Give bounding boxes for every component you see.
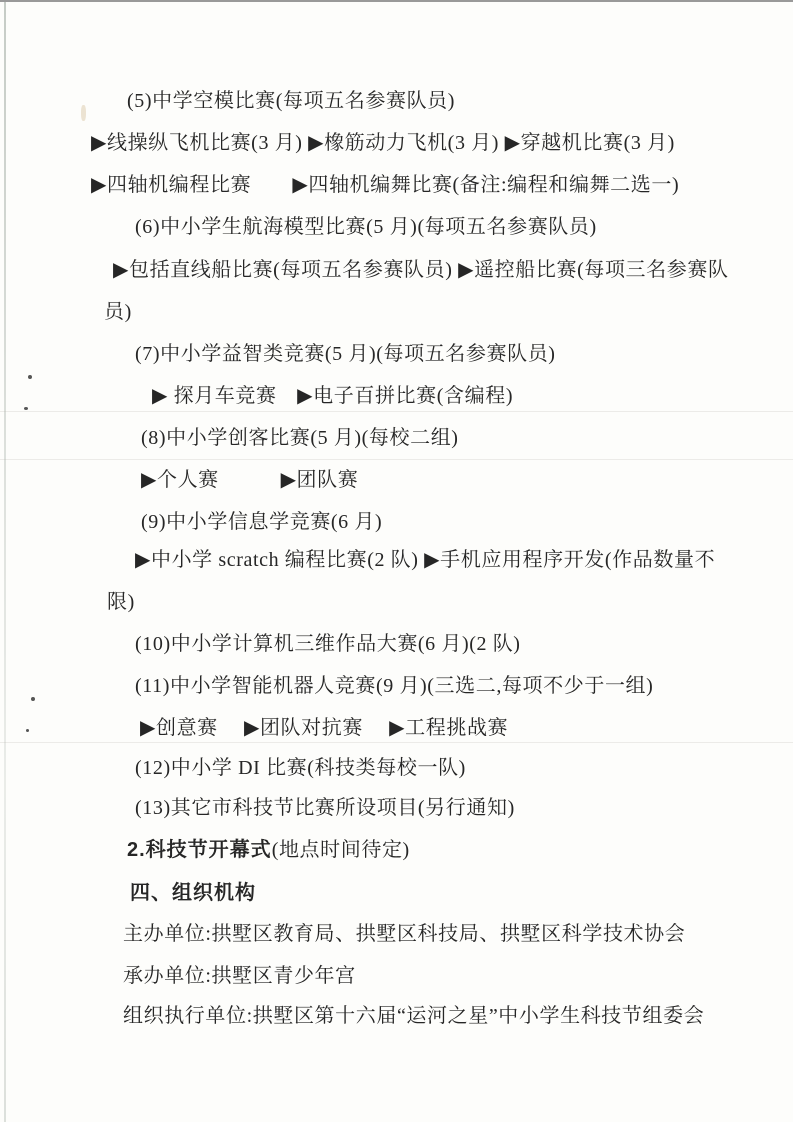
ink-speck xyxy=(31,697,35,701)
scan-artifact-line xyxy=(0,742,793,743)
doc-text: ▶包括直线船比赛(每项五名参赛队员) ▶遥控船比赛(每项三名参赛队 xyxy=(113,259,729,281)
doc-line-21 xyxy=(123,920,685,948)
doc-text: (7)中小学益智类竞赛(5 月)(每项五名参赛队员) xyxy=(135,343,556,365)
doc-text-bold: 2.科技节开幕式 xyxy=(127,839,272,861)
doc-text: (地点时间待定) xyxy=(271,839,410,861)
doc-text: ▶个人赛 ▶团队赛 xyxy=(141,469,359,491)
doc-text: 限) xyxy=(107,591,135,613)
doc-line-7 xyxy=(135,340,556,368)
doc-line-1 xyxy=(127,87,455,115)
page-top-edge xyxy=(0,0,793,2)
doc-line-23 xyxy=(123,1002,704,1030)
doc-line-15 xyxy=(135,672,653,700)
doc-line-22 xyxy=(123,962,356,990)
ink-speck xyxy=(26,729,29,732)
doc-line-4 xyxy=(135,213,597,241)
doc-text: ▶ 探月车竞赛 ▶电子百拼比赛(含编程) xyxy=(152,385,514,407)
doc-text: (11)中小学智能机器人竞赛(9 月)(三选二,每项不少于一组) xyxy=(135,675,654,697)
paper-smudge xyxy=(81,105,86,121)
doc-line-13 xyxy=(107,588,135,616)
doc-text: 承办单位:拱墅区青少年宫 xyxy=(123,965,356,987)
doc-text: (13)其它市科技节比赛所设项目(另行通知) xyxy=(135,797,515,819)
doc-line-5 xyxy=(113,256,729,284)
doc-text: ▶创意赛 ▶团队对抗赛 ▶工程挑战赛 xyxy=(140,717,509,739)
doc-text: ▶四轴机编程比赛 ▶四轴机编舞比赛(备注:编程和编舞二选一) xyxy=(91,174,680,196)
doc-text-bold: 四、组织机构 xyxy=(130,882,256,904)
doc-line-10 xyxy=(141,466,358,494)
doc-text: (5)中学空模比赛(每项五名参赛队员) xyxy=(127,90,456,112)
doc-line-9 xyxy=(141,424,459,452)
doc-text: ▶中小学 scratch 编程比赛(2 队) ▶手机应用程序开发(作品数量不 xyxy=(135,549,716,571)
doc-line-20 xyxy=(130,879,256,907)
doc-line-19 xyxy=(127,836,410,864)
doc-line-2 xyxy=(91,129,675,157)
doc-text: (8)中小学创客比赛(5 月)(每校二组) xyxy=(141,427,459,449)
scan-left-edge-line xyxy=(4,2,6,1122)
doc-line-17 xyxy=(135,754,466,782)
ink-speck xyxy=(28,375,32,379)
doc-line-16 xyxy=(140,714,508,742)
ink-speck xyxy=(24,407,28,410)
doc-line-3 xyxy=(91,171,679,199)
doc-text: 主办单位:拱墅区教育局、拱墅区科技局、拱墅区科学技术协会 xyxy=(123,923,686,945)
doc-line-14 xyxy=(135,630,521,658)
doc-text: 员) xyxy=(104,301,132,323)
doc-text: (12)中小学 DI 比赛(科技类每校一队) xyxy=(135,757,466,779)
doc-line-18 xyxy=(135,794,515,822)
doc-text: (9)中小学信息学竞赛(6 月) xyxy=(141,511,383,533)
doc-line-8 xyxy=(152,382,513,410)
doc-text: (10)中小学计算机三维作品大赛(6 月)(2 队) xyxy=(135,633,521,655)
doc-line-11 xyxy=(141,508,382,536)
doc-text: ▶线操纵飞机比赛(3 月) ▶橡筋动力飞机(3 月) ▶穿越机比赛(3 月) xyxy=(91,132,675,154)
scan-artifact-line xyxy=(0,459,793,460)
scan-artifact-line xyxy=(0,411,793,412)
doc-text: 组织执行单位:拱墅区第十六届“运河之星”中小学生科技节组委会 xyxy=(123,1005,705,1027)
doc-text: (6)中小学生航海模型比赛(5 月)(每项五名参赛队员) xyxy=(135,216,597,238)
doc-line-6 xyxy=(104,298,132,326)
doc-line-12 xyxy=(135,546,715,574)
